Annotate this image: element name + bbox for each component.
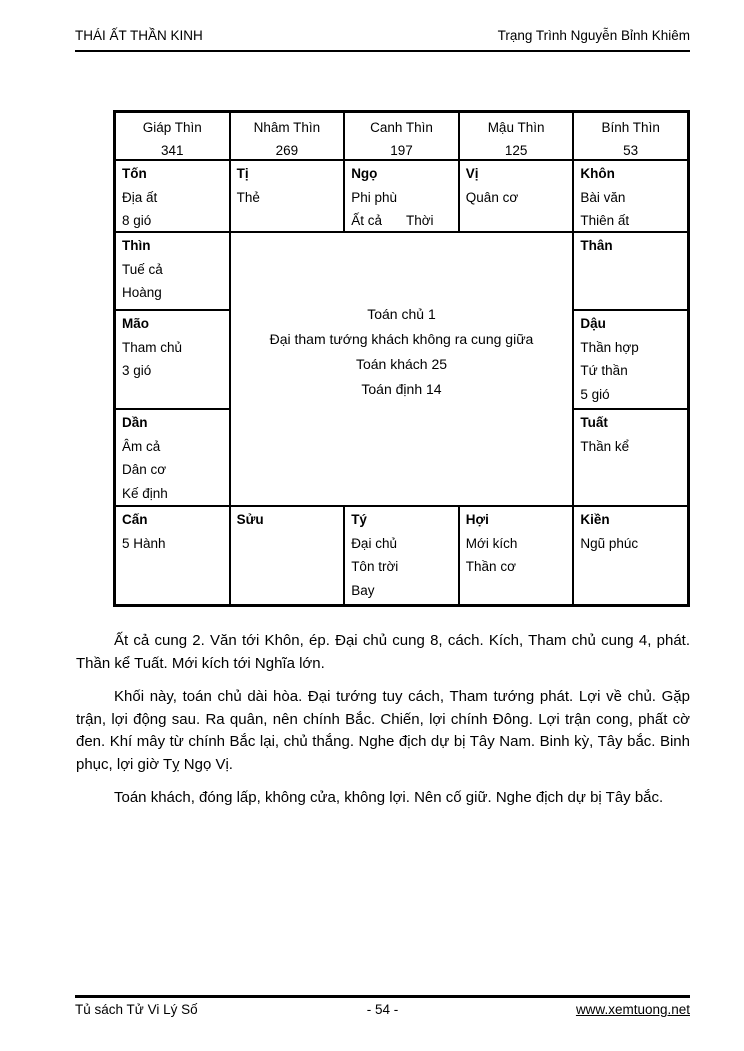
footer-link-wrap: [485, 1002, 690, 1017]
palace-suu: [231, 507, 344, 604]
center-line-toan-khach: Toán khách 25: [355, 356, 448, 372]
center-line-toan-chu: Toán chủ 1: [367, 306, 436, 322]
palace-dan: [116, 410, 229, 505]
paragraph-1: Ất cả cung 2. Văn tới Khôn, ép. Đại chủ cung 8, cách. Kích, Tham chủ cung 4, phát. Thần kể Tuất. Mới kích tới Nghĩa lớn.: [76, 632, 690, 672]
paragraph-2: Khối này, toán chủ dài hòa. Đại tướng tuy cách, Tham tướng phát. Lợi về chủ. Gặp trận, lợi động sau. Ra quân, nên chính Bắc. Chiến, lợi chính Đông. Lợi trận cong, phất cờ đen. Khí mây từ chính Bắc lại, chủ thắng. Nghe địch dự bị Tây Nam. Binh kỳ, Tây bắc. Binh phục, lợi giờ Tỵ Ngọ Vị.: [76, 688, 690, 773]
palace-mao: [116, 311, 229, 408]
palace-line: Thẻ: [236, 189, 260, 205]
palace-line: 5 gió: [580, 386, 610, 402]
footer-page-number: - 54 -: [366, 1002, 399, 1017]
center-line-toan-dinh: Toán định 14: [361, 381, 442, 397]
palace-title: Kiền: [580, 512, 610, 527]
running-header: [75, 28, 690, 52]
palace-title: Hợi: [465, 512, 489, 527]
palace-title: Vị: [465, 166, 479, 181]
palace-than: [574, 233, 687, 309]
year-value: 197: [390, 143, 413, 158]
palace-ton: [116, 161, 229, 231]
palace-title: Ngọ: [351, 166, 378, 181]
palace-line: Ngũ phúc: [580, 535, 639, 551]
palace-title: Thân: [580, 238, 613, 253]
palace-line: Tham chủ: [122, 339, 183, 355]
palace-line: Quân cơ: [465, 189, 519, 205]
palace-kien: [574, 507, 687, 604]
palace-can: [116, 507, 229, 604]
palace-title: Tốn: [122, 166, 147, 181]
palace-line: Tuế cả: [122, 261, 163, 277]
palace-line: Hoàng: [122, 285, 162, 300]
year-value: 125: [504, 143, 528, 158]
center-line-note: Đại tham tướng khách không ra cung giữa: [269, 331, 534, 347]
palace-title: Dần: [122, 415, 148, 430]
palace-line: Thần hợp: [580, 339, 639, 355]
palace-thin: [116, 233, 229, 309]
palace-title: Khôn: [580, 166, 615, 181]
palace-title: Cấn: [122, 512, 148, 527]
palace-line: Bài văn: [580, 189, 626, 205]
year-name: Canh Thìn: [370, 120, 433, 135]
palace-line: Dân cơ: [122, 462, 167, 477]
palace-line: Bay: [351, 582, 375, 598]
palace-line: Thiên ất: [580, 213, 630, 228]
year-value: 341: [161, 143, 184, 158]
palace-line: [351, 209, 452, 231]
palace-tuat: [574, 410, 687, 505]
palace-line: Thần kể: [580, 438, 630, 454]
palace-dau: [574, 311, 687, 408]
palace-title: Mão: [122, 316, 149, 331]
header-author: Trạng Trình Nguyễn Bỉnh Khiêm: [497, 28, 690, 43]
palace-line: 8 gió: [122, 213, 152, 228]
palace-line: Tứ thần: [580, 363, 628, 378]
palace-line-left: Ất cả: [351, 213, 382, 228]
body-text: [76, 630, 690, 821]
palace-line: Mới kích: [465, 535, 518, 551]
palace-line: Tôn trời: [351, 559, 399, 574]
year-header-mau-thin: [460, 113, 573, 159]
palace-ti: [231, 161, 344, 231]
palace-khon: [574, 161, 687, 231]
header-book-title: THÁI ẤT THẦN KINH: [75, 28, 203, 43]
year-value: 53: [623, 143, 639, 158]
palace-line: Kế định: [122, 485, 168, 501]
palace-title: Tuất: [580, 415, 608, 430]
year-name: Nhâm Thìn: [253, 120, 321, 135]
palace-ty: [345, 507, 458, 604]
palace-line: Phi phù: [351, 189, 397, 205]
palace-ngo: [345, 161, 458, 231]
palace-title: Dậu: [580, 316, 606, 331]
chart-center-summary: [231, 233, 573, 505]
palace-vi: [460, 161, 573, 231]
year-name: Bính Thìn: [601, 120, 660, 135]
palace-line: 5 Hành: [122, 535, 166, 551]
year-header-giap-thin: [116, 113, 229, 159]
palace-line: Thần cơ: [465, 559, 516, 574]
year-name: Giáp Thìn: [142, 120, 202, 135]
palace-title: Thìn: [122, 238, 151, 253]
year-name: Mậu Thìn: [487, 120, 545, 135]
paragraph-3: Toán khách, đóng lấp, không cửa, không lợi. Nên cố giữ. Nghe địch dự bị Tây bắc.: [114, 789, 664, 806]
palace-title: Tý: [351, 512, 367, 527]
year-header-binh-thin: [574, 113, 687, 159]
year-header-nham-thin: [231, 113, 344, 159]
year-header-canh-thin: [345, 113, 458, 159]
thai-at-chart-table: [113, 110, 690, 607]
palace-title: Tị: [236, 166, 249, 181]
year-value: 269: [275, 143, 299, 158]
footer-series-title: Tủ sách Tử Vi Lý Số: [75, 1002, 198, 1017]
palace-line: Địa ất: [122, 189, 158, 205]
palace-line: Âm cả: [122, 438, 161, 454]
palace-line-right: Thời: [405, 213, 434, 228]
running-footer: [75, 995, 690, 1017]
palace-line: 3 gió: [122, 363, 152, 378]
palace-title: Sửu: [236, 512, 264, 527]
palace-line: Đại chủ: [351, 535, 397, 551]
footer-website-link[interactable]: www.xemtuong.net: [575, 1002, 690, 1017]
palace-hoi: [460, 507, 573, 604]
